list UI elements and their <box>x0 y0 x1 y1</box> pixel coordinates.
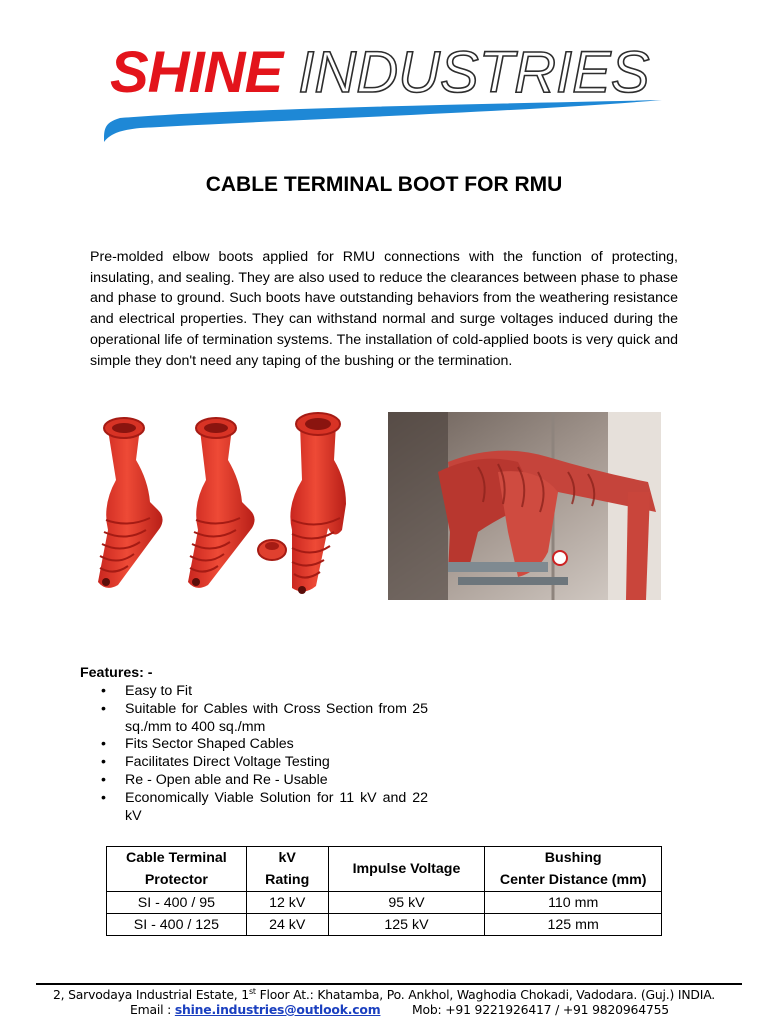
feature-item: • Fits Sector Shaped Cables <box>100 736 428 754</box>
spec-table <box>106 846 662 936</box>
table-cell: 95 kV <box>328 892 485 914</box>
address-part: Floor At.: Khatamba, Po. Ankhol, Waghodia Chokadi, Vadodara. (Guj.) INDIA. <box>255 987 716 1003</box>
header-line: Rating <box>265 872 310 888</box>
table-cell: SI - 400 / 125 <box>107 914 247 936</box>
document-title: CABLE TERMINAL BOOT FOR RMU <box>205 173 563 196</box>
feature-item: • Economically Viable Solution for 11 kV and 22 kV <box>100 790 428 826</box>
logo-wordmark <box>110 40 650 105</box>
column-header <box>328 847 485 892</box>
table-row <box>107 892 662 914</box>
table-cell: 125 kV <box>328 914 485 936</box>
installation-photo <box>388 412 661 600</box>
feature-item: • Facilitates Direct Voltage Testing <box>100 754 428 772</box>
feature-item: • Re - Open able and Re - Usable <box>100 772 428 790</box>
column-header <box>107 847 247 892</box>
footer-address <box>0 987 768 1002</box>
address-sup: st <box>248 987 256 996</box>
logo-shine-text: SHINE <box>110 40 283 105</box>
header-line: Protector <box>144 872 208 888</box>
header-line: Impulse Voltage <box>352 861 461 877</box>
features-list <box>100 683 428 825</box>
header-line: Center Distance (mm) <box>499 872 647 888</box>
footer-divider <box>36 983 742 985</box>
feature-item: • Suitable for Cables with Cross Section from 25 sq./mm to 400 sq./mm <box>100 701 428 737</box>
feature-item: • Easy to Fit <box>100 683 428 701</box>
table-cell: 125 mm <box>485 914 662 936</box>
footer-mobile: Mob: +91 9221926417 / +91 9820964755 <box>412 1002 669 1017</box>
column-header <box>246 847 328 892</box>
table-cell: 110 mm <box>485 892 662 914</box>
company-logo <box>100 40 665 145</box>
logo-industries-text: INDUSTRIES <box>298 40 650 105</box>
header-line: Bushing <box>544 850 602 866</box>
table-cell: 12 kV <box>246 892 328 914</box>
header-line: Cable Terminal <box>126 850 227 866</box>
features-heading: Features: - <box>80 665 153 681</box>
product-boots-photo <box>88 410 350 600</box>
email-label: Email : <box>130 1002 175 1017</box>
table-header-row <box>107 847 662 892</box>
intro-paragraph: Pre-molded elbow boots applied for RMU connections with the function of protecting, insulating, and sealing. They are also used to reduce the clearances between phase to phase and phase to ground. Such boots have outstanding behaviors from the weathering resistance and electrical properties. They can withstand normal and surge voltages induced during the operational life of termination systems. The installation of cold-applied boots is very quick and simple they don't need any taping of the bushing or the termination. <box>90 249 678 369</box>
table-cell: 24 kV <box>246 914 328 936</box>
header-line: kV <box>278 850 296 866</box>
email-link[interactable]: shine.industries@outlook.com <box>174 1002 381 1017</box>
address-part: 2, Sarvodaya Industrial Estate, 1 <box>52 987 249 1003</box>
footer-email <box>130 1002 380 1017</box>
table-row <box>107 914 662 936</box>
table-cell: SI - 400 / 95 <box>107 892 247 914</box>
column-header <box>485 847 662 892</box>
